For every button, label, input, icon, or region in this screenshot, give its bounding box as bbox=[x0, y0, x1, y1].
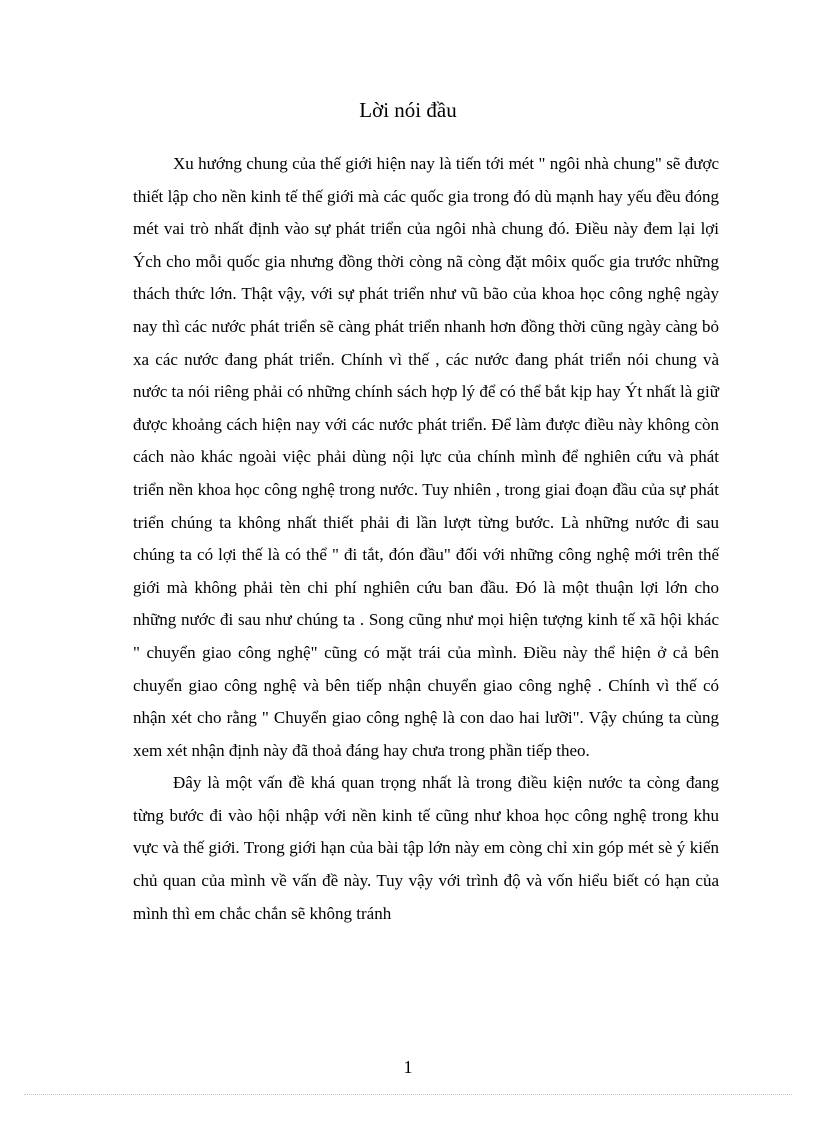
page-title: Lời nói đầu bbox=[359, 98, 457, 122]
paragraph-2: Đây là một vấn đề khá quan trọng nhất là trong điều kiện nước ta còng đang từng bước đi vào hội nhập với nền kinh tế cũng như khoa học công nghệ trong khu vực và thế giới. Trong giới hạn của bài tập lớn này em còng chỉ xin góp mét sè ý kiến chủ quan của mình về vấn đề này. Tuy vậy với trình độ và vốn hiểu biết có hạn của mình thì em chắc chắn sẽ không tránh bbox=[133, 773, 719, 923]
footer-divider bbox=[24, 1094, 792, 1095]
page-number: 1 bbox=[403, 1057, 413, 1077]
body-text bbox=[133, 148, 719, 930]
paragraph-1: Xu hướng chung của thế giới hiện nay là tiến tới mét " ngôi nhà chung" sẽ được thiết lập cho nền kinh tế thế giới mà các quốc gia trong đó dù mạnh hay yếu đều đóng mét vai trò nhất định vào sự phát triển của ngôi nhà chung đó. Điều này đem lại lợi Ých cho mỗi quốc gia nhưng đồng thời còng nã còng đặt môix quốc gia trước những thách thức lớn. Thật vậy, với sự phát triển như vũ bão của khoa học công nghệ ngày nay thì các nước phát triển sẽ càng phát triển nhanh hơn đồng thời cũng ngày càng bỏ xa các nước đang phát triển. Chính vì thế , các nước đang phát triển nói chung và nước ta nói riêng phải có những chính sách hợp lý để có thể bắt kịp hay Ýt nhất là giữ được khoảng cách hiện nay với các nước phát triển. Để làm được điều này không còn cách nào khác ngoài việc phải dùng nội lực của chính mình để nghiên cứu và phát triển nền khoa học công nghệ trong nước. Tuy nhiên , trong giai đoạn đầu của sự phát triển chúng ta không nhất thiết phải đi lần lượt từng bước. Là những nước đi sau chúng ta có lợi thế là có thể " đi tắt, đón đầu" đối với những công nghệ mới trên thế giới mà không phải tèn chi phí nghiên cứu ban đầu. Đó là một thuận lợi lớn cho những nước đi sau như chúng ta . Song cũng như mọi hiện tượng kinh tế xã hội khác " chuyển giao công nghệ" cũng có mặt trái của mình. Điều này thể hiện ở cả bên chuyển giao công nghệ và bên tiếp nhận chuyển giao công nghệ . Chính vì thế có nhận xét cho rằng " Chuyển giao công nghệ là con dao hai lưỡi". Vậy chúng ta cùng xem xét nhận định này đã thoả đáng hay chưa trong phần tiếp theo. bbox=[133, 154, 719, 760]
